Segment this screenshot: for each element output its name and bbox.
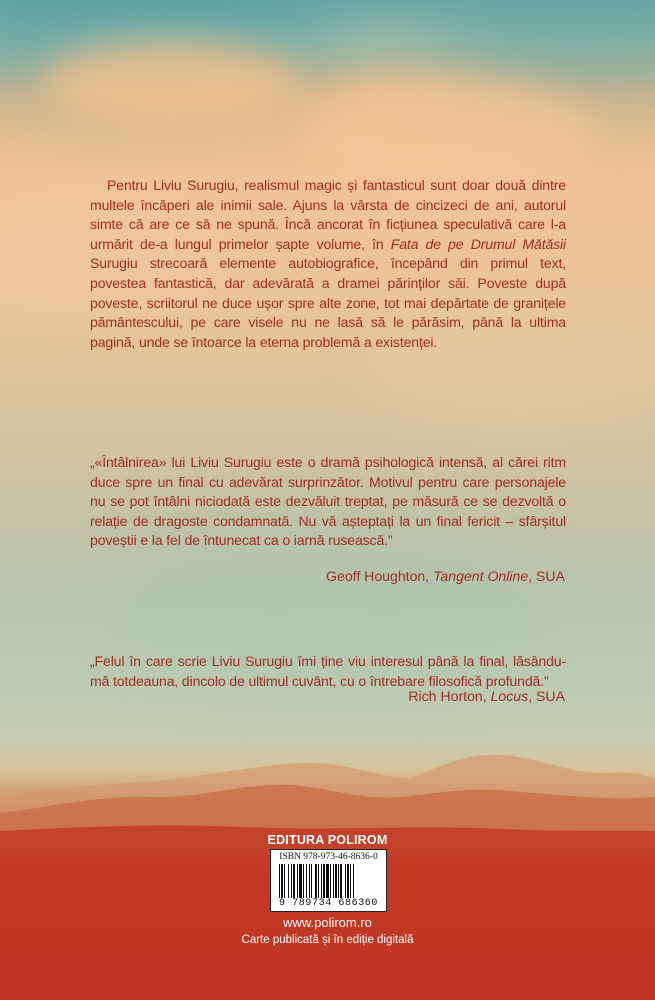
quote-houghton: „«Întâlnirea» lui Liviu Surugiu este o dramă psihologică intensă, al cărei ritm duce spre un final cu adevărat surprinzător. Motivul pentru care personajele nu se pot întâlni niciodată este dezvăluit treptat, pe măsură ce se dezvoltă o relație de dragoste condamnată. Nu vă așteptați la un final fericit – sfârșitul poveștii e la fel de întunecat ca o iarnă rusească.” [90, 454, 566, 549]
quote-attribution-horton [408, 688, 565, 704]
isbn-number: ISBN 978-973-46-8636-0 [279, 852, 378, 862]
publisher-website: www.polirom.ro [283, 915, 372, 930]
attribution-author: Geoff Houghton, [326, 568, 434, 584]
cloud [300, 80, 600, 190]
barcode-bars [279, 864, 379, 898]
quote-attribution-houghton [326, 568, 565, 584]
digital-edition-note: Carte publicată și în ediție digitală [241, 934, 414, 946]
publisher-name: EDITURA POLIROM [267, 833, 388, 847]
attribution-country: , SUA [528, 568, 565, 584]
blurb-text-end: Surugiu strecoară elemente autobiografice, începând din primul text, povestea fantastică, dar adevărată a dramei părinților săi. Poveste după poveste, scriitorul ne duce ușor spre alte zone, tot mai depărtate de granițele pământescului, pe care visele nu ne lasă să le părăsim, până la ultima pagină, unde se întoarce la eterna problemă a existenței. [90, 255, 566, 350]
book-title: Fata de pe Drumul Mătăsii [390, 235, 567, 252]
barcode-digits: 9 789734 686360 [278, 898, 378, 909]
attribution-author: Rich Horton, [408, 688, 491, 704]
blurb-paragraph [90, 176, 566, 352]
attribution-source: Locus [490, 688, 529, 704]
attribution-source: Tangent Online [433, 568, 529, 584]
cloud [40, 40, 300, 130]
blurb-text-start: Pentru Liviu Surugiu, realismul magic și fantasticul sunt doar două dintre multele încăperi ale inimii sale. Ajuns la vârsta de cincizeci de ani, autorul simte că are ce să ne spună. Încă ancorat în ficțiunea speculativă care l-a urmărit de-a lungul primelor șapte volume, în [90, 177, 566, 252]
attribution-country: , SUA [528, 688, 565, 704]
quote-horton: „Felul în care scrie Liviu Surugiu îmi ține viu interesul până la final, lăsându-mă totdeauna, dincolo de ultimul cuvânt, cu o întrebare filosofică profundă.” [90, 653, 566, 689]
isbn-barcode [270, 849, 387, 912]
